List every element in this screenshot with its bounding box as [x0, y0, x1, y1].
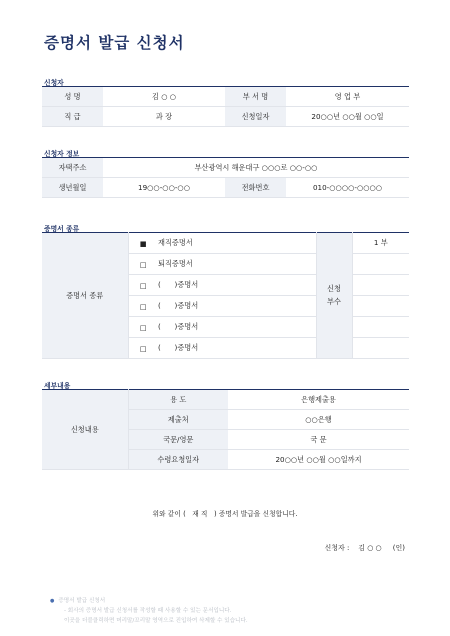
cert-item-name: 퇴직증명서 — [158, 254, 230, 275]
checkbox-icon[interactable]: □ — [128, 296, 158, 317]
notes-line1: - 회사의 증명서 발급 신청서를 작성할 때 사용할 수 있는 문서입니다. — [64, 608, 232, 614]
copies-value[interactable]: 1 부 — [352, 233, 409, 254]
language-value[interactable]: 국 문 — [228, 430, 409, 450]
cert-item-name: ( )증명서 — [158, 275, 230, 296]
checkbox-icon[interactable]: □ — [128, 338, 158, 359]
applicant-signature: 신청자 : 김 ○ ○ (인) — [324, 544, 405, 552]
bullet-icon: ● — [50, 598, 55, 604]
statement-text: 위와 같이 ( 재 직 ) 증명서 발급을 신청합니다. — [152, 510, 298, 518]
checkbox-icon[interactable]: □ — [128, 317, 158, 338]
copies-value[interactable] — [352, 338, 409, 359]
cert-item-name: ( )증명서 — [158, 296, 230, 317]
cert-item-name: ( )증명서 — [158, 317, 230, 338]
receive-date-label: 수령요청일자 — [128, 450, 228, 470]
footer-notes — [50, 596, 248, 626]
checkbox-icon[interactable]: □ — [128, 275, 158, 296]
copies-label-line2: 부수 — [327, 297, 341, 306]
copies-value[interactable] — [352, 317, 409, 338]
section-label-applicant: 신청자 — [44, 79, 64, 87]
purpose-value[interactable]: 은행제출용 — [228, 390, 409, 410]
detail-table — [42, 389, 409, 470]
info-table — [42, 157, 409, 198]
dept-label: 부 서 명 — [225, 87, 286, 107]
section-label-info: 신청자 정보 — [44, 150, 80, 158]
page-title: 증명서 발급 신청서 — [44, 34, 185, 52]
name-label: 성 명 — [42, 87, 103, 107]
checkbox-icon[interactable]: ■ — [128, 233, 158, 254]
purpose-label: 용 도 — [128, 390, 228, 410]
cert-item-name: ( )증명서 — [158, 338, 230, 359]
copies-label-line1: 신청 — [327, 284, 341, 293]
section-label-detail: 세부내용 — [44, 382, 71, 390]
dept-value[interactable]: 영 업 부 — [286, 87, 409, 107]
phone-value[interactable]: 010-○○○○-○○○○ — [286, 178, 409, 198]
phone-label: 전화번호 — [225, 178, 286, 198]
checkbox-icon[interactable]: □ — [128, 254, 158, 275]
date-label: 신청일자 — [225, 107, 286, 127]
applicant-table — [42, 86, 409, 127]
receive-date-value[interactable]: 20○○년 ○○월 ○○일까지 — [228, 450, 409, 470]
copies-value[interactable] — [352, 254, 409, 275]
detail-label: 신청내용 — [42, 390, 128, 470]
date-value[interactable]: 20○○년 ○○월 ○○일 — [286, 107, 409, 127]
cert-type-table — [42, 232, 409, 359]
recipient-label: 제출처 — [128, 410, 228, 430]
recipient-value[interactable]: ○○은행 — [228, 410, 409, 430]
copies-label — [316, 233, 352, 359]
address-value[interactable]: 부산광역시 해운대구 ○○○로 ○○-○○ — [103, 158, 409, 178]
address-label: 자택주소 — [42, 158, 103, 178]
cert-item-name: 재직증명서 — [158, 233, 230, 254]
copies-value[interactable] — [352, 296, 409, 317]
name-value[interactable]: 김 ○ ○ — [103, 87, 225, 107]
notes-line2: 이곳을 더블클릭하면 머리말/꼬리말 영역으로 진입하여 삭제할 수 있습니다. — [64, 618, 248, 624]
copies-value[interactable] — [352, 275, 409, 296]
notes-heading: 증명서 발급 신청서 — [58, 598, 106, 604]
cert-type-label: 증명서 종류 — [42, 233, 128, 359]
statement — [0, 508, 450, 518]
birth-label: 생년월일 — [42, 178, 103, 198]
rank-value[interactable]: 과 장 — [103, 107, 225, 127]
rank-label: 직 급 — [42, 107, 103, 127]
birth-value[interactable]: 19○○-○○-○○ — [103, 178, 225, 198]
language-label: 국문/영문 — [128, 430, 228, 450]
section-label-type: 증명서 종류 — [44, 225, 80, 233]
